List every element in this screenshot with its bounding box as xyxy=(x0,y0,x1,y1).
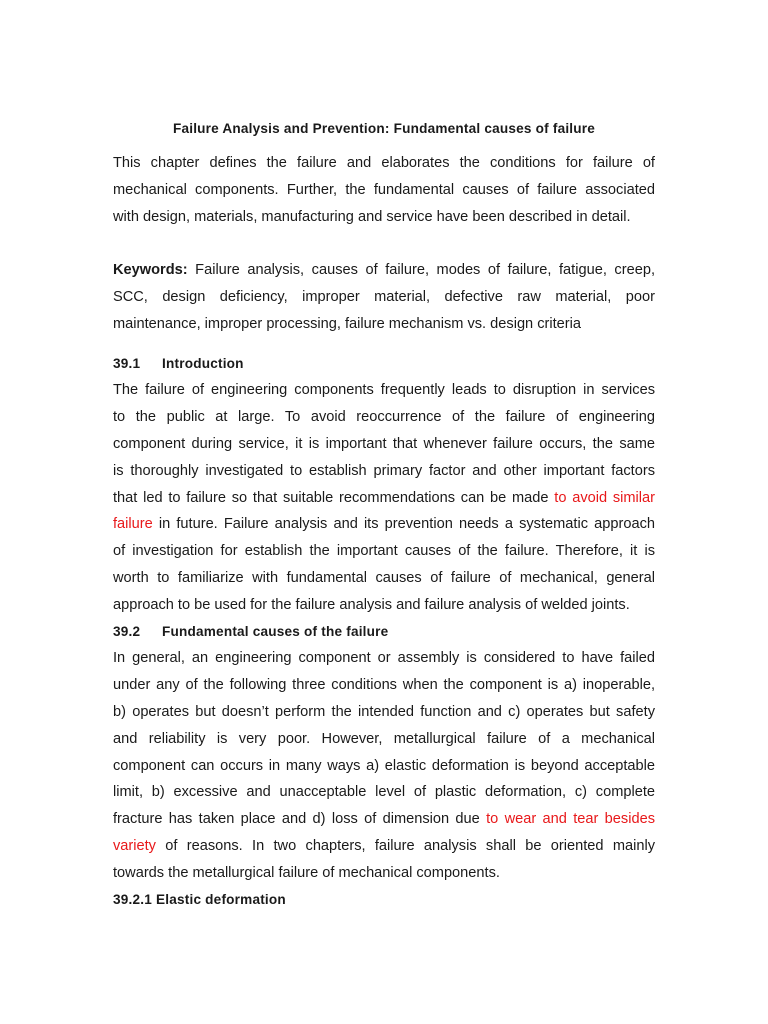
section-heading-39-2-1: 39.2.1 Elastic deformation xyxy=(113,892,286,907)
body-line: and reliability is very poor. However, metallurgical failure of a mechanical xyxy=(113,730,655,747)
body-line: component during service, it is important that whenever failure occurs, the same xyxy=(113,435,655,452)
highlighted-text: failure xyxy=(113,516,153,533)
body-line xyxy=(113,806,655,833)
abstract-line: mechanical components. Further, the fundamental causes of failure associated xyxy=(113,181,655,198)
highlighted-text: variety xyxy=(113,838,156,855)
body-line: of investigation for establish the important causes of the failure. Therefore, it is xyxy=(113,543,655,560)
body-line: The failure of engineering components frequently leads to disruption in services xyxy=(113,382,655,398)
body-line: towards the metallurgical failure of mechanical components. xyxy=(113,865,500,882)
fundamental-causes-paragraph xyxy=(113,645,655,887)
abstract-line: This chapter defines the failure and elaborates the conditions for failure of xyxy=(113,155,655,171)
body-text: of reasons. In two chapters, failure analysis shall be oriented mainly xyxy=(155,838,655,855)
abstract-paragraph xyxy=(113,150,655,231)
keywords-label: Keywords: xyxy=(113,262,188,278)
abstract-line: with design, materials, manufacturing and service have been described in detail. xyxy=(113,208,631,225)
body-line: component can occurs in many ways a) elastic deformation is beyond acceptable xyxy=(113,757,655,774)
keywords-line: SCC, design deficiency, improper material, defective raw material, poor xyxy=(113,288,655,305)
section-number: 39.2 xyxy=(113,624,141,639)
keywords-line xyxy=(113,257,655,284)
section-heading-39-2 xyxy=(113,622,388,642)
section-heading-39-1 xyxy=(113,354,244,374)
body-line: approach to be used for the failure analysis and failure analysis of welded joints. xyxy=(113,597,630,614)
introduction-paragraph xyxy=(113,377,655,619)
body-line: limit, b) excessive and unacceptable level of plastic deformation, c) complete xyxy=(113,784,655,801)
body-line xyxy=(113,511,655,538)
body-line xyxy=(113,485,655,512)
body-line: under any of the following three conditions when the component is a) inoperable, xyxy=(113,676,655,693)
body-line: In general, an engineering component or assembly is considered to have failed xyxy=(113,650,655,666)
section-title: Introduction xyxy=(162,356,244,371)
body-line xyxy=(113,833,655,860)
section-number: 39.1 xyxy=(113,356,141,371)
body-line: is thoroughly investigated to establish primary factor and other important factors xyxy=(113,462,655,479)
body-text: in future. Failure analysis and its prevention needs a systematic approach xyxy=(152,516,655,533)
body-line: to the public at large. To avoid reoccurrence of the failure of engineering xyxy=(113,408,655,425)
highlighted-text: to avoid similar xyxy=(554,489,656,506)
keywords-text: Failure analysis, causes of failure, modes of failure, fatigue, creep, xyxy=(187,262,655,278)
document-title: Failure Analysis and Prevention: Fundamental causes of failure xyxy=(172,121,596,136)
body-text: fracture has taken place and d) loss of dimension due xyxy=(113,811,487,828)
section-title: Fundamental causes of the failure xyxy=(162,624,389,639)
keywords-line: maintenance, improper processing, failure mechanism vs. design criteria xyxy=(113,315,582,332)
body-line: b) operates but doesn’t perform the intended function and c) operates but safety xyxy=(113,703,655,720)
highlighted-text: to wear and tear besides xyxy=(486,811,655,828)
body-text: that led to failure so that suitable recommendations can be made xyxy=(113,489,555,506)
body-line: worth to familiarize with fundamental causes of failure of mechanical, general xyxy=(113,570,655,587)
keywords-paragraph xyxy=(113,257,655,338)
